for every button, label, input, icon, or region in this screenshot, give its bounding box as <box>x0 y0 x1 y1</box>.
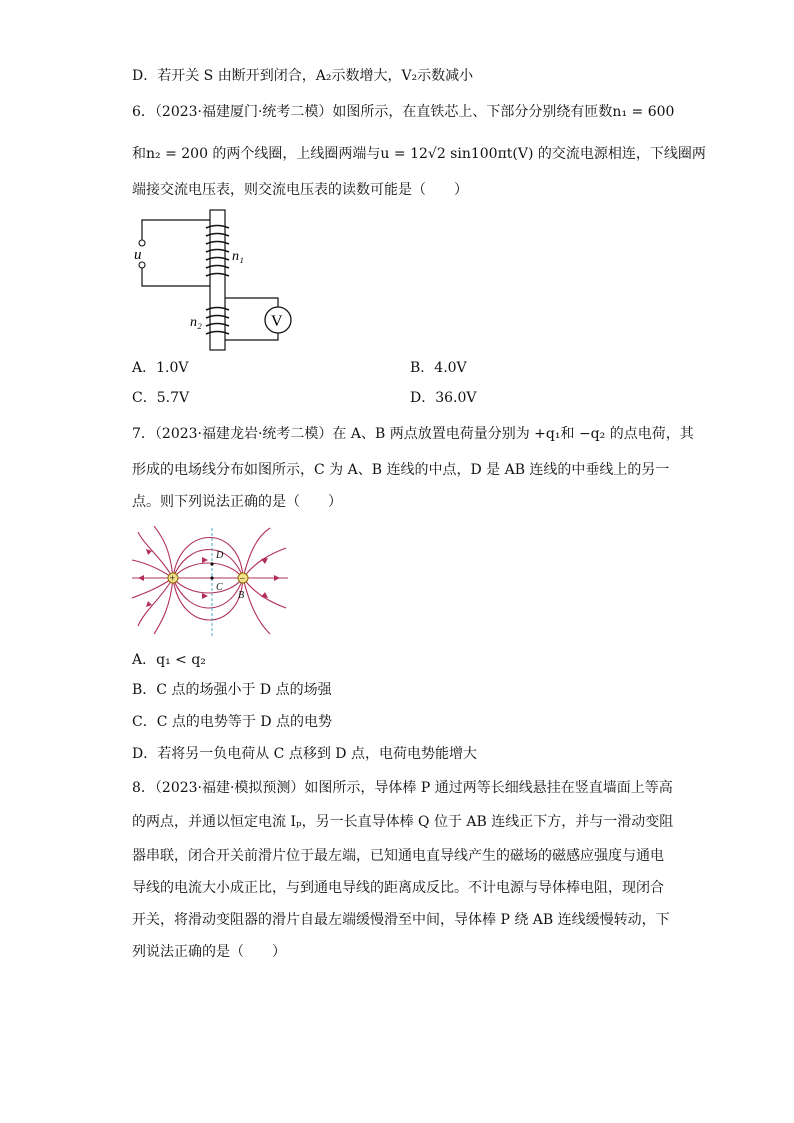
u-label: u <box>134 247 142 263</box>
n2-label: n₂ <box>190 315 202 330</box>
q8-stem-line-1: 8．（2023·福建·模拟预测）如图所示，导体棒 P 通过两等长细线悬挂在竖直墙面上等高 <box>132 780 673 796</box>
q8-stem-line-5: 开关，将滑动变阻器的滑片自最左端缓慢滑至中间，导体棒 P 绕 AB 连线缓慢转动，下 <box>132 912 670 928</box>
voltmeter-label: V <box>271 313 283 330</box>
q8-stem-line-3: 器串联，闭合开关前滑片位于最左端，已知通电直导线产生的磁场的磁感应强度与通电 <box>132 848 664 864</box>
q7-option-b: B．C 点的场强小于 D 点的场强 <box>132 682 332 698</box>
q6-option-c: C．5.7V <box>132 390 190 406</box>
q6-option-b: B．4.0V <box>410 360 467 376</box>
q5-option-d: D．若开关 S 由断开到闭合，A₂示数增大，V₂示数减小 <box>132 68 474 84</box>
q7-stem-line-1: 7．（2023·福建龙岩·统考二模）在 A、B 两点放置电荷量分别为 +q₁和 −q₂ 的点电荷，其 <box>132 426 694 442</box>
n1-label: n₁ <box>232 249 244 264</box>
c-label: C <box>216 582 223 593</box>
q8-stem-line-2: 的两点，并通以恒定电流 Iₚ，另一长直导体棒 Q 位于 AB 连线正下方，并与一滑动变阻 <box>132 814 674 830</box>
primary-circuit <box>142 220 210 286</box>
terminal-top <box>139 240 145 246</box>
q7-option-a: A．q₁ < q₂ <box>132 652 206 668</box>
q6-stem-line-2: 和n₂ = 200 的两个线圈，上线圈两端与u = 12√2 sin100πt(V) 的交流电源相连，下线圈两 <box>132 146 706 162</box>
q6-stem-line-3: 端接交流电压表，则交流电压表的读数可能是（ ） <box>132 182 468 198</box>
negative-charge-sign: − <box>239 573 246 585</box>
b-label: B <box>238 590 245 601</box>
field-lines-figure <box>130 526 290 638</box>
q7-option-d: D．若将另一负电荷从 C 点移到 D 点，电荷电势能增大 <box>132 746 477 762</box>
q6-option-a: A．1.0V <box>132 360 189 376</box>
q7-option-c: C．C 点的电势等于 D 点的电势 <box>132 714 332 730</box>
point-d <box>210 562 213 565</box>
q8-stem-line-6: 列说法正确的是（ ） <box>132 944 286 960</box>
positive-charge-sign: + <box>169 573 176 585</box>
point-c <box>210 576 213 579</box>
q6-stem-line-1: 6．（2023·福建厦门·统考二模）如图所示，在直铁芯上、下部分分别绕有匝数n₁ = 600 <box>132 104 675 120</box>
q7-stem-line-2: 形成的电场线分布如图所示，C 为 A、B 连线的中点，D 是 AB 连线的中垂线上的另一 <box>132 462 670 478</box>
q6-option-d: D．36.0V <box>410 390 477 406</box>
d-label: D <box>216 550 224 561</box>
iron-core <box>210 210 225 350</box>
q8-stem-line-4: 导线的电流大小成正比，与到通电导线的距离成反比。不计电源与导体棒电阻，现闭合 <box>132 880 664 896</box>
transformer-figure <box>130 206 305 354</box>
q7-stem-line-3: 点。则下列说法正确的是（ ） <box>132 494 342 510</box>
